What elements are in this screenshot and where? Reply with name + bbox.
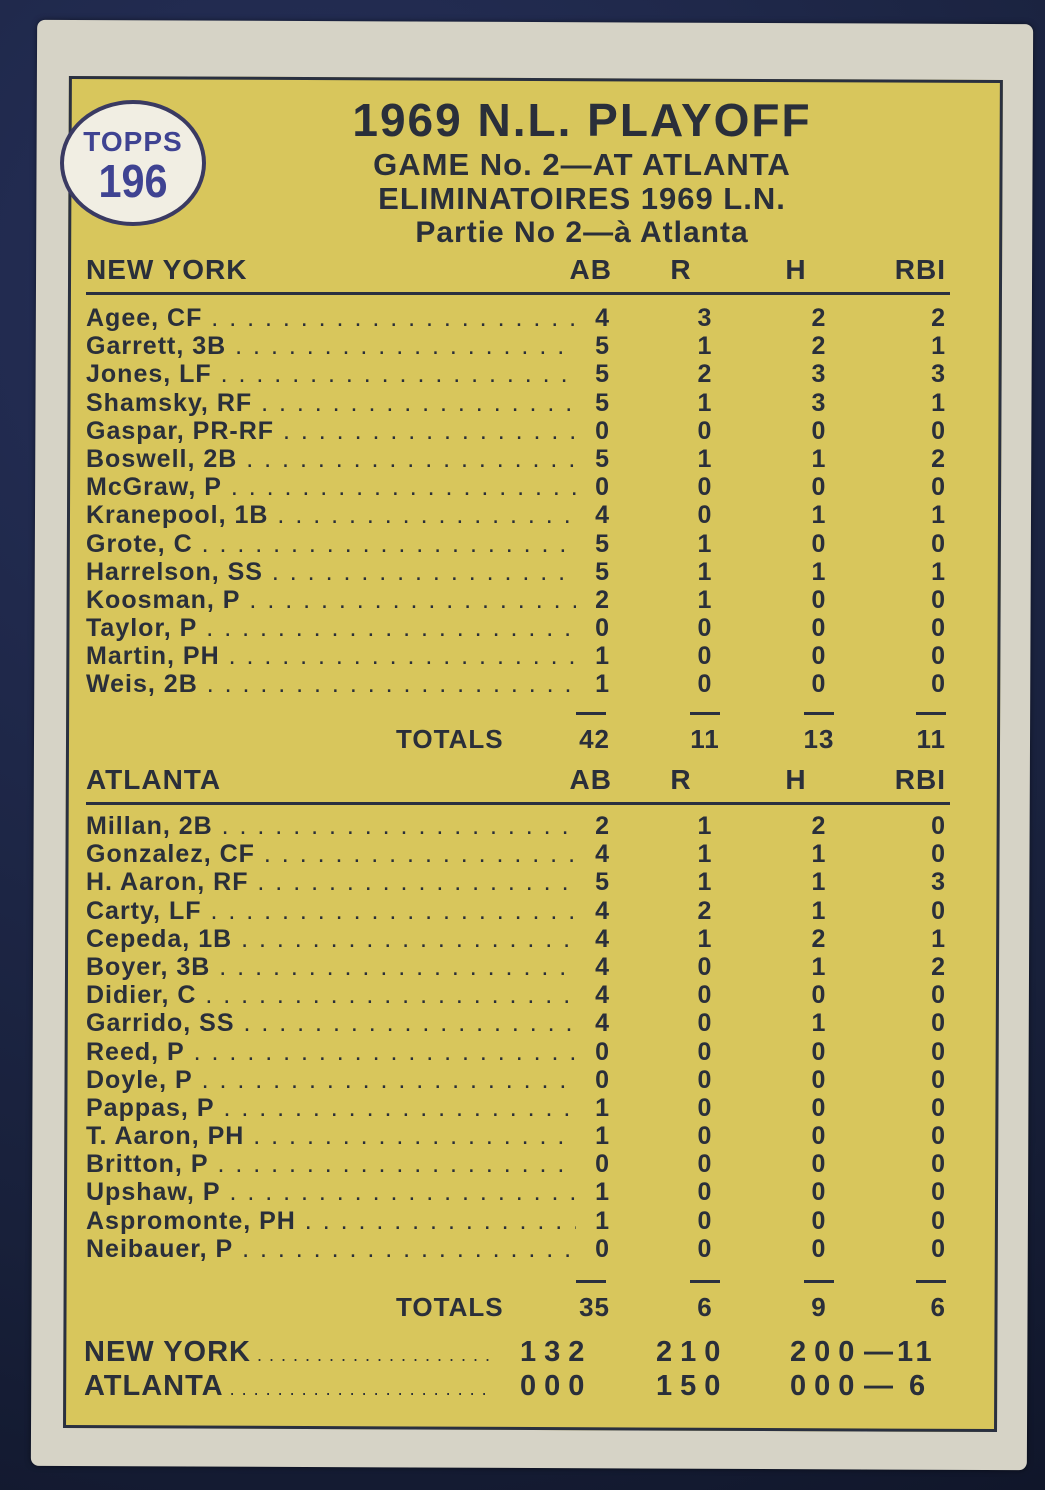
stat-h: 0 bbox=[811, 1093, 827, 1122]
stat-ab: 4 bbox=[595, 304, 610, 332]
stat-rbi: 1 bbox=[931, 557, 946, 586]
stat-r: 1 bbox=[697, 868, 713, 897]
line-score-inn3: 200 bbox=[790, 1336, 863, 1368]
player-name: Boswell, 2B . . . bbox=[86, 445, 576, 473]
atl-total-ab: 35 bbox=[579, 1292, 610, 1322]
stat-ab: 0 bbox=[595, 416, 610, 445]
stat-h: 2 bbox=[811, 924, 827, 953]
stat-rbi: 1 bbox=[931, 332, 946, 361]
stat-ab: 4 bbox=[595, 952, 610, 981]
atl-team-name: ATLANTA bbox=[86, 764, 222, 795]
title-block bbox=[222, 92, 942, 250]
atl-total-h: 9 bbox=[811, 1292, 827, 1322]
player-name: Martin, PH . . . bbox=[86, 642, 576, 670]
stat-h: 1 bbox=[811, 501, 827, 530]
ny-col-h: H bbox=[785, 254, 807, 285]
stat-h: 0 bbox=[811, 981, 827, 1010]
player-row bbox=[86, 670, 950, 698]
stat-r: 0 bbox=[697, 642, 713, 671]
stat-h: 1 bbox=[811, 896, 827, 925]
stat-ab: 4 bbox=[595, 1009, 610, 1038]
stat-r: 1 bbox=[697, 585, 713, 614]
stat-h: 0 bbox=[811, 1206, 827, 1235]
stat-h: 0 bbox=[811, 1150, 827, 1179]
stat-ab: 1 bbox=[595, 670, 610, 699]
stat-rbi: 0 bbox=[931, 840, 946, 869]
atl-col-r: R bbox=[670, 764, 692, 795]
atl-totals bbox=[86, 1292, 950, 1322]
stat-h: 0 bbox=[811, 670, 827, 699]
ny-total-h: 13 bbox=[803, 724, 835, 754]
player-row bbox=[86, 812, 950, 840]
stat-r: 1 bbox=[697, 444, 713, 473]
stat-r: 0 bbox=[697, 1009, 713, 1038]
player-name: Doyle, P . . . bbox=[86, 1066, 576, 1094]
stat-rbi: 0 bbox=[931, 981, 946, 1010]
player-row bbox=[86, 332, 950, 360]
stat-ab: 4 bbox=[595, 981, 610, 1010]
stat-ab: 0 bbox=[595, 1234, 610, 1263]
stat-rbi: 3 bbox=[931, 360, 946, 389]
line-score-inn1: 000 bbox=[520, 1370, 593, 1402]
stat-r: 0 bbox=[697, 416, 713, 445]
line-score-final: — 6 bbox=[864, 1370, 930, 1402]
player-row bbox=[86, 897, 950, 925]
subtitle-fr-2: Partie No 2—à Atlanta bbox=[415, 216, 749, 249]
line-score-final: —11 bbox=[864, 1336, 936, 1368]
atl-header bbox=[86, 764, 950, 800]
ny-team-name: NEW YORK bbox=[86, 254, 248, 285]
player-name: Britton, P . . . bbox=[86, 1150, 576, 1178]
stat-r: 1 bbox=[697, 388, 713, 417]
ny-col-rbi: RBI bbox=[894, 254, 946, 285]
player-name: Boyer, 3B . . . bbox=[86, 953, 576, 981]
stat-rbi: 2 bbox=[931, 952, 946, 981]
player-name: Agee, CF . . . bbox=[86, 304, 576, 332]
subtitle-en: GAME No. 2—AT ATLANTA bbox=[373, 147, 791, 182]
stat-ab: 2 bbox=[595, 812, 610, 840]
player-name: Gonzalez, CF . . . bbox=[86, 840, 576, 868]
ny-batting-rows bbox=[86, 304, 950, 699]
player-row bbox=[86, 642, 950, 670]
stat-rbi: 0 bbox=[931, 1037, 946, 1066]
line-score-team: NEW YORK . . . bbox=[84, 1336, 494, 1369]
stat-ab: 0 bbox=[595, 1037, 610, 1066]
stat-h: 0 bbox=[811, 1122, 827, 1151]
player-name: Reed, P . . . bbox=[86, 1038, 576, 1066]
dash-r bbox=[690, 1280, 720, 1283]
line-score-inn3: 000 bbox=[790, 1370, 863, 1402]
player-name: Shamsky, RF . . . bbox=[86, 389, 576, 417]
stat-rbi: 0 bbox=[931, 473, 946, 502]
stat-h: 0 bbox=[811, 473, 827, 502]
stat-r: 2 bbox=[697, 896, 713, 925]
player-row bbox=[86, 1150, 950, 1178]
stat-rbi: 0 bbox=[931, 614, 946, 643]
stat-ab: 0 bbox=[595, 1150, 610, 1179]
ny-totals bbox=[86, 724, 950, 754]
stat-rbi: 0 bbox=[931, 1009, 946, 1038]
player-name: Jones, LF . . . bbox=[86, 360, 576, 388]
stat-r: 0 bbox=[697, 1093, 713, 1122]
stat-h: 0 bbox=[811, 416, 827, 445]
dash-ab bbox=[576, 1280, 606, 1283]
stat-h: 0 bbox=[811, 1178, 827, 1207]
player-row bbox=[86, 1009, 950, 1037]
stat-h: 0 bbox=[811, 1037, 827, 1066]
stat-h: 0 bbox=[811, 529, 827, 558]
player-row bbox=[86, 1207, 950, 1235]
player-row bbox=[86, 389, 950, 417]
stat-rbi: 0 bbox=[931, 1093, 946, 1122]
stat-h: 1 bbox=[811, 868, 827, 897]
player-row bbox=[86, 501, 950, 529]
stat-r: 2 bbox=[697, 360, 713, 389]
ny-totals-label: TOTALS bbox=[396, 724, 504, 754]
stat-rbi: 1 bbox=[931, 388, 946, 417]
player-row bbox=[86, 840, 950, 868]
dash-ab bbox=[576, 712, 606, 715]
player-row bbox=[86, 445, 950, 473]
stat-rbi: 0 bbox=[931, 642, 946, 671]
player-name: H. Aaron, RF . . . bbox=[86, 868, 576, 896]
stat-rbi: 0 bbox=[931, 1178, 946, 1207]
stat-rbi: 0 bbox=[931, 416, 946, 445]
stat-ab: 1 bbox=[595, 642, 610, 671]
dash-rbi bbox=[916, 712, 946, 715]
stat-r: 3 bbox=[697, 304, 713, 332]
atl-batting-rows bbox=[86, 812, 950, 1263]
stat-ab: 4 bbox=[595, 840, 610, 869]
player-row bbox=[86, 530, 950, 558]
stat-r: 0 bbox=[697, 952, 713, 981]
stat-r: 0 bbox=[697, 473, 713, 502]
player-row bbox=[86, 417, 950, 445]
player-row bbox=[86, 953, 950, 981]
stat-h: 2 bbox=[811, 332, 827, 361]
stat-ab: 0 bbox=[595, 473, 610, 502]
stat-rbi: 1 bbox=[931, 501, 946, 530]
player-name: Didier, C . . . bbox=[86, 981, 576, 1009]
stat-r: 0 bbox=[697, 614, 713, 643]
stat-ab: 5 bbox=[595, 529, 610, 558]
stat-r: 0 bbox=[697, 1234, 713, 1263]
player-name: Pappas, P . . . bbox=[86, 1094, 576, 1122]
line-score-inn1: 132 bbox=[520, 1336, 593, 1368]
player-name: McGraw, P . . . bbox=[86, 473, 576, 501]
player-row bbox=[86, 473, 950, 501]
stat-rbi: 0 bbox=[931, 529, 946, 558]
line-score-team: ATLANTA . . . bbox=[84, 1370, 494, 1403]
stat-h: 1 bbox=[811, 840, 827, 869]
player-row bbox=[86, 1038, 950, 1066]
stat-h: 3 bbox=[811, 388, 827, 417]
stat-ab: 5 bbox=[595, 332, 610, 361]
stat-r: 0 bbox=[697, 1037, 713, 1066]
stat-rbi: 0 bbox=[931, 1065, 946, 1094]
stat-r: 1 bbox=[697, 812, 713, 840]
dash-r bbox=[690, 712, 720, 715]
stat-h: 0 bbox=[811, 585, 827, 614]
card-number: 196 bbox=[98, 155, 168, 207]
card-title: 1969 N.L. PLAYOFF bbox=[352, 94, 812, 146]
stat-r: 0 bbox=[697, 981, 713, 1010]
ny-total-ab: 42 bbox=[579, 724, 610, 754]
player-row bbox=[86, 1178, 950, 1206]
player-name: Aspromonte, PH . . . bbox=[86, 1207, 576, 1235]
stat-ab: 5 bbox=[595, 444, 610, 473]
stat-ab: 0 bbox=[595, 614, 610, 643]
stat-ab: 5 bbox=[595, 360, 610, 389]
stat-h: 1 bbox=[811, 557, 827, 586]
player-row bbox=[86, 1094, 950, 1122]
stat-rbi: 0 bbox=[931, 585, 946, 614]
dash-h bbox=[804, 1280, 834, 1283]
player-row bbox=[86, 925, 950, 953]
stat-rbi: 0 bbox=[931, 812, 946, 840]
stat-ab: 4 bbox=[595, 501, 610, 530]
dash-h bbox=[804, 712, 834, 715]
stat-rbi: 0 bbox=[931, 1122, 946, 1151]
ny-total-rbi: 11 bbox=[916, 724, 946, 754]
stat-ab: 1 bbox=[595, 1206, 610, 1235]
subtitle-fr-1: ELIMINATOIRES 1969 L.N. bbox=[378, 181, 786, 216]
stat-ab: 2 bbox=[595, 585, 610, 614]
atl-total-rbi: 6 bbox=[930, 1292, 946, 1322]
player-row bbox=[86, 981, 950, 1009]
player-name: Garrido, SS . . . bbox=[86, 1009, 576, 1037]
stat-r: 0 bbox=[697, 1178, 713, 1207]
ny-col-ab: AB bbox=[569, 254, 612, 285]
stat-h: 0 bbox=[811, 614, 827, 643]
player-name: Grote, C . . . bbox=[86, 530, 576, 558]
player-row bbox=[86, 558, 950, 586]
player-name: Upshaw, P . . . bbox=[86, 1178, 576, 1206]
player-name: Neibauer, P . . . bbox=[86, 1235, 576, 1263]
stat-h: 2 bbox=[811, 812, 827, 840]
player-name: T. Aaron, PH . . . bbox=[86, 1122, 576, 1150]
stat-rbi: 0 bbox=[931, 1234, 946, 1263]
stat-r: 1 bbox=[697, 840, 713, 869]
player-name: Cepeda, 1B . . . bbox=[86, 925, 576, 953]
player-row bbox=[86, 1122, 950, 1150]
stat-ab: 1 bbox=[595, 1122, 610, 1151]
ny-header bbox=[86, 254, 950, 290]
stat-ab: 5 bbox=[595, 388, 610, 417]
line-score-inn2: 150 bbox=[656, 1370, 729, 1402]
stat-h: 0 bbox=[811, 642, 827, 671]
stat-r: 0 bbox=[697, 501, 713, 530]
stat-rbi: 1 bbox=[931, 924, 946, 953]
stat-r: 1 bbox=[697, 529, 713, 558]
atl-total-r: 6 bbox=[697, 1292, 713, 1322]
stat-r: 1 bbox=[697, 557, 713, 586]
player-name: Weis, 2B . . . bbox=[86, 670, 576, 698]
stat-ab: 1 bbox=[595, 1093, 610, 1122]
stat-rbi: 0 bbox=[931, 1206, 946, 1235]
stat-r: 1 bbox=[697, 924, 713, 953]
atl-col-rbi: RBI bbox=[894, 764, 946, 795]
atl-header-rule bbox=[86, 802, 950, 805]
topps-logo bbox=[60, 100, 206, 226]
logo-brand: TOPPS bbox=[83, 126, 183, 157]
stat-ab: 0 bbox=[595, 1065, 610, 1094]
stat-rbi: 0 bbox=[931, 670, 946, 699]
stat-rbi: 3 bbox=[931, 868, 946, 897]
ny-header-rule bbox=[86, 292, 950, 295]
dash-rbi bbox=[916, 1280, 946, 1283]
stat-h: 1 bbox=[811, 952, 827, 981]
player-row bbox=[86, 586, 950, 614]
stat-ab: 1 bbox=[595, 1178, 610, 1207]
player-row bbox=[86, 1066, 950, 1094]
player-name: Garrett, 3B . . . bbox=[86, 332, 576, 360]
ny-col-r: R bbox=[670, 254, 692, 285]
player-name: Carty, LF . . . bbox=[86, 897, 576, 925]
stat-ab: 4 bbox=[595, 924, 610, 953]
stat-ab: 4 bbox=[595, 896, 610, 925]
stat-h: 0 bbox=[811, 1234, 827, 1263]
atl-col-h: H bbox=[785, 764, 807, 795]
player-row bbox=[86, 304, 950, 332]
player-name: Harrelson, SS . . . bbox=[86, 558, 576, 586]
stat-h: 2 bbox=[811, 304, 827, 332]
stat-r: 0 bbox=[697, 1122, 713, 1151]
stat-r: 0 bbox=[697, 1150, 713, 1179]
player-row bbox=[86, 614, 950, 642]
stat-rbi: 2 bbox=[931, 304, 946, 332]
player-name: Koosman, P . . . bbox=[86, 586, 576, 614]
line-score-ny bbox=[84, 1336, 954, 1370]
atl-totals-label: TOTALS bbox=[396, 1292, 504, 1322]
player-name: Gaspar, PR-RF . . . bbox=[86, 417, 576, 445]
line-score-inn2: 210 bbox=[656, 1336, 729, 1368]
stat-ab: 5 bbox=[595, 557, 610, 586]
line-score-atl bbox=[84, 1370, 954, 1404]
player-name: Millan, 2B . . . bbox=[86, 812, 576, 840]
stat-r: 0 bbox=[697, 1065, 713, 1094]
stat-rbi: 2 bbox=[931, 444, 946, 473]
stat-rbi: 0 bbox=[931, 896, 946, 925]
stat-h: 3 bbox=[811, 360, 827, 389]
player-row bbox=[86, 868, 950, 896]
atl-col-ab: AB bbox=[569, 764, 612, 795]
stat-h: 1 bbox=[811, 444, 827, 473]
stat-r: 1 bbox=[697, 332, 713, 361]
player-row bbox=[86, 1235, 950, 1263]
stat-r: 0 bbox=[697, 1206, 713, 1235]
ny-total-r: 11 bbox=[690, 724, 720, 754]
player-name: Taylor, P . . . bbox=[86, 614, 576, 642]
player-row bbox=[86, 360, 950, 388]
stat-h: 0 bbox=[811, 1065, 827, 1094]
player-name: Kranepool, 1B . . . bbox=[86, 501, 576, 529]
stat-ab: 5 bbox=[595, 868, 610, 897]
stat-rbi: 0 bbox=[931, 1150, 946, 1179]
stat-r: 0 bbox=[697, 670, 713, 699]
stat-h: 1 bbox=[811, 1009, 827, 1038]
